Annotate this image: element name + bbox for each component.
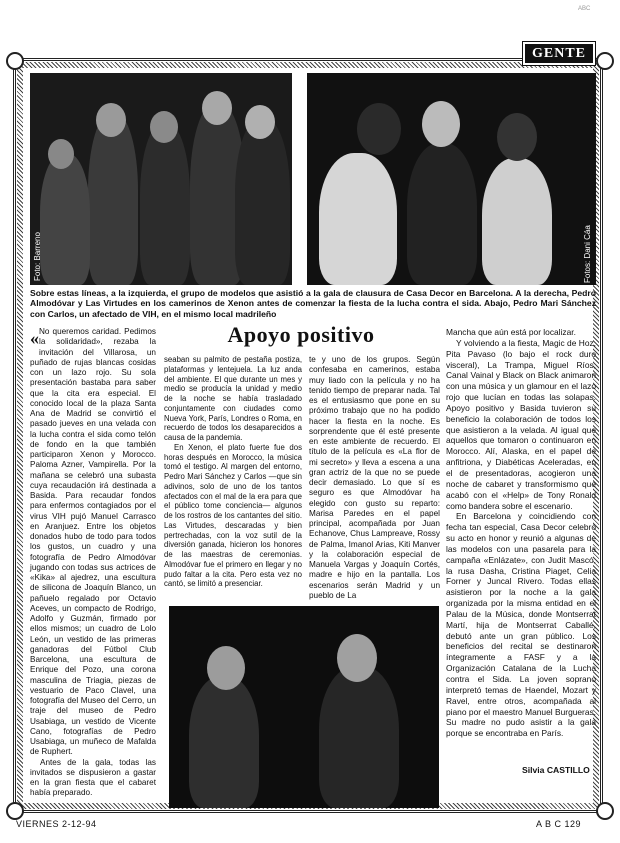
headline: Apoyo positivo (227, 322, 375, 347)
photo-caption: Sobre estas líneas, a la izquierda, el grupo de modelos que asistió a la gala de clausura de Casa Decor en Barcelona. A la derecha, Pedro Almodóvar y Las Virtudes en los camerinos de Xenon antes de comenzar la fiesta de la lucha contra el sida. Abajo, Pedro Mari Sánchez con Carlos, un afectado de VIH, en el mismo local madrileño (30, 288, 596, 319)
article-column-4 (446, 327, 596, 739)
footer-date: VIERNES 2-12-94 (16, 819, 97, 829)
article-paragraph: Antes de la gala, todas las invitados se dispusieron a gastar en la gran fiesta que el cabaret había preparado. (30, 757, 156, 798)
article-paragraph: Y volviendo a la fiesta, Magic de Hoz, Pita Pavaso (lo bajo el rock duro visceral), La Trampa, Miguel Ríos, Canal Vainal y Black on Black animaron con una música y un glamour en el lazo rojo que lucían en todas las solapas. Apoyo positivo y Basida tuvieron su beneficio la colaboración de todos los que asistieron a la velada. Al igual que aquellos que tomaron o continuaron en Morocco. Alí, Alaska, en el papel de anfitriona, y Diabéticas Aceleradas, en el de presentadoras, acogieron una noche de cabaret y transformismo que acabó con el «Help» de Tony Ronald como bandera sobre el escenario. (446, 337, 596, 511)
footer-page-number: A B C 129 (536, 819, 582, 829)
article-column-2 (164, 355, 302, 589)
article-lead: No queremos caridad. Pedimos la solidaridad», rezaba la invitación del Villarosa, un puñado de rujas blancas cosidas con un lazo rojo. Su sola presentación bastaba para saber que la cita era especial. El conocido local de la plaza Santa Ana de Madrid se convirtió el pasado jueves en una velada con la lucha contra el sida como telón de fondo en la que también participaron Xenon y Morocco. Paloma Azner, Vampirella. Por la mañana se celebró una subasta cuya recaudación irá destinada a Basida. Para recaudar fondos para enfermos contagiados por el virus VIH pujó Manuel Carrasco en Aranjuez. Entre los objetos donados hubo de todo para todos los gustos, un cuadro y una fotografía de Pedro Almodóvar jugando con todas sus actrices de «Kika» al ajedrez, una escultura de silicona de Joaquín Blanco, un pañuelo regalado por Octavio Aceves, un compacto de Rodrigo, Adolfo y Guzmán, firmado por ellos mismos; un cuadro de Lolo León, un vestido de las primeras ganadoras del Fútbol Club Barcelona, una escultura de Enrique del Pozo, una corona masculina de Triagia, piezas de vestuario de Paco Clavel, una fotografía del Museo del Cerro, un traje del museo de Pedro Usabiaga, un vestido de Vicente Cano, fotografías de Pedro Usabiaga, un muñeco de Mafalda de Ruphert. (30, 327, 156, 757)
opening-quote-mark: « (30, 328, 39, 348)
article-column-3 (309, 355, 440, 601)
photo-almodovar-virtudes (307, 73, 596, 285)
author-signature: Silvia CASTILLO (522, 765, 590, 775)
article-paragraph: En Barcelona y coincidiendo con fecha tan especial, Casa Decor celebró su acto en honor y reunió a algunas de las modelos con una pasarela para la campaña «Enlázate», con Judit Mascó, la rusa Dasha, Cristina Piaget, Celia Forner y Juncal Rivero. Todas ellas asistieron por la noche a la gala organizada por la misma entidad en el Palau de la Música, donde Montserrat Martí, hija de Montserrat Caballé, debutó ante un gran público. Los beneficios del recital se destinaron íntegramente a FASF y a la Organización Catalana de la Lucha contra el Sida. La joven soprano interpretó temas de Haendel, Mozart y Ravel, entre otros, acompañada al piano por el maestro Manuel Burgueras. Su madre no pudo asistir a la gala porque se encontraba en París. (446, 511, 596, 739)
article-column-1 (30, 327, 156, 799)
photo-models-group (30, 73, 292, 285)
article-paragraph: te y uno de los grupos. Según confesaba en camerinos, estaba muy liado con la película y no ha tenido tiempo de preparar nada. Tal es el entusiasmo que pone en su próximo trabajo que no ha podido hacer la fiesta en la noche. Es sorprendente que él esté presente en este ambiente de recuerdo. El título de la película es «La flor de mi secreto» y lleva a escena a una gran actriz de la que no se puede decir demasiado. Lo que sí es seguro es que Almodóvar ha elegido con gusto su reparto: Marisa Paredes en el papel principal, acompañada por Juan Echanove, Chus Lampreave, Rossy de Palma, Imanol Arias, Kiti Manver y la colaboración especial de Manuela Vargas y Joaquín Cortés, madre e hijo en la pantalla. Los escenarios serán Madrid y un pueblo de La (309, 355, 440, 600)
section-tag: GENTE (523, 42, 595, 65)
photo-pedro-mari-carlos (169, 606, 439, 808)
frame-corner-ornament (596, 802, 614, 820)
article-paragraph: En Xenon, el plato fuerte fue dos horas después en Morocco, la música tomó el testigo. Al margen del entorno, Pedro Mari Sánchez y Carlos —que sin adivinos, solo de uno de los tantos afectados con el mal de la era para que el público tome conciencia— algunos de los rostros de los cantantes del sitio. Las Virtudes, descaradas y bien pertrechadas, con la voz sutil de la diversión ganada, hicieron los honores de las maestras de ceremonias. Almodóvar fue el primero en llegar y no pudo faltar a la cita. Pero esta vez no cantó, se limitó a presenciar. (164, 442, 302, 589)
frame-corner-ornament (6, 802, 24, 820)
article-paragraph: seaban su palmito de pestaña postiza, plataformas y lentejuela. La luz anda del ambiente. El que durante un mes y medio se producía la unidad y medio de la noche se había trasladado conjuntamente con ciudades como Nueva York, París, Londres o Roma, en recuerdo de todos los desaparecidos a causa de la pandemia. (164, 355, 302, 442)
article-paragraph: Mancha que aún está por localizar. (446, 327, 576, 337)
page-mark: ABC (578, 6, 591, 12)
frame-corner-ornament (6, 52, 24, 70)
photo-credit: Foto: Barreno (33, 232, 42, 281)
photo-credit: Fotos: Dani Cáa (583, 225, 592, 283)
frame-corner-ornament (596, 52, 614, 70)
